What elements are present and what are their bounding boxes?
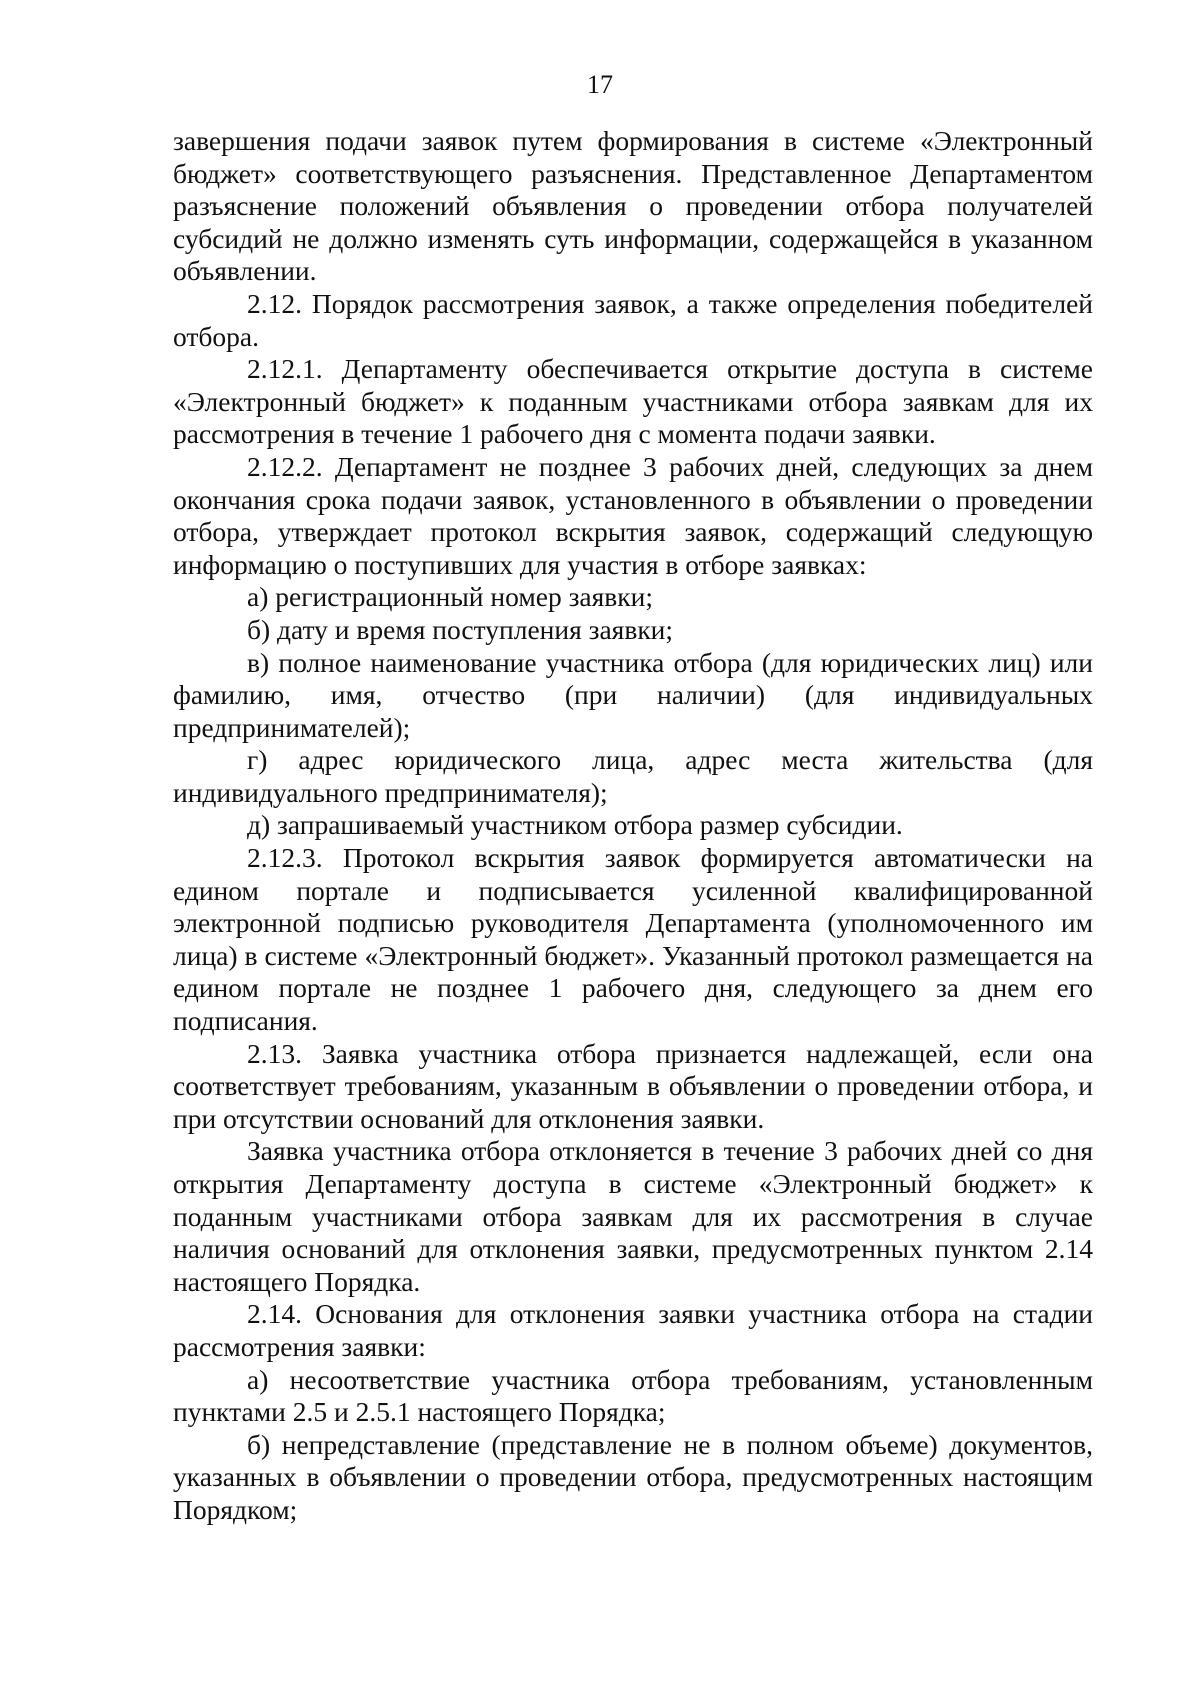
paragraph-2-12-2: 2.12.2. Департамент не позднее 3 рабочих дней, следующих за днем окончания срока подачи заявок, установленного в объявлении о проведении отбора, утверждает протокол вскрытия заявок, содержащий следующую информацию о поступивших для участия в отборе заявках:	[173, 450, 1093, 580]
page-number: 17	[587, 70, 613, 99]
paragraph-2-12-3: 2.12.3. Протокол вскрытия заявок формируется автоматически на едином портале и подписывается усиленной квалифицированной электронной подписью руководителя Департамента (уполномоченного им лица) в системе «Электронный бюджет». Указанный протокол размещается на едином портале не позднее 1 рабочего дня, следующего за днем его подписания.	[173, 842, 1093, 1037]
paragraph-2-13: 2.13. Заявка участника отбора признается надлежащей, если она соответствует требованиям, указанным в объявлении о проведении отбора, и при отсутствии оснований для отклонения заявки.	[173, 1037, 1093, 1134]
document-body	[173, 125, 1093, 1527]
list-item-v: в) полное наименование участника отбора (для юридических лиц) или фамилию, имя, отчество (при наличии) (для индивидуальных предпринимателей);	[173, 646, 1093, 743]
list-item-a: а) регистрационный номер заявки;	[247, 581, 653, 613]
paragraph-rejection: Заявка участника отбора отклоняется в течение 3 рабочих дней со дня открытия Департаменту доступа в системе «Электронный бюджет» к поданным участниками отбора заявкам для их рассмотрения в случае наличия оснований для отклонения заявки, предусмотренных пунктом 2.14 настоящего Порядка.	[173, 1135, 1093, 1297]
paragraph-2-12: 2.12. Порядок рассмотрения заявок, а также определения победителей отбора.	[173, 287, 1093, 352]
list-item-a-grounds: а) несоответствие участника отбора требованиям, установленным пунктами 2.5 и 2.5.1 настоящего Порядка;	[173, 1363, 1093, 1428]
paragraph-2-12-1: 2.12.1. Департаменту обеспечивается открытие доступа в системе «Электронный бюджет» к поданным участниками отбора заявкам для их рассмотрения в течение 1 рабочего дня с момента подачи заявки.	[173, 353, 1093, 450]
list-item-b-grounds: б) непредставление (представление не в полном объеме) документов, указанных в объявлении о проведении отбора, предусмотренных настоящим Порядком;	[173, 1428, 1093, 1525]
list-item-g: г) адрес юридического лица, адрес места жительства (для индивидуального предпринимателя);	[173, 744, 1093, 808]
list-item-b: б) дату и время поступления заявки;	[247, 613, 674, 645]
list-item-d: д) запрашиваемый участником отбора размер субсидии.	[247, 809, 903, 841]
paragraph-continuation: завершения подачи заявок путем формирования в системе «Электронный бюджет» соответствующего разъяснения. Представленное Департаментом разъяснение положений объявления о проведении отбора получателей субсидий не должно изменять суть информации, содержащейся в указанном объявлении.	[173, 125, 1093, 287]
paragraph-2-14: 2.14. Основания для отклонения заявки участника отбора на стадии рассмотрения заявки:	[173, 1298, 1093, 1362]
